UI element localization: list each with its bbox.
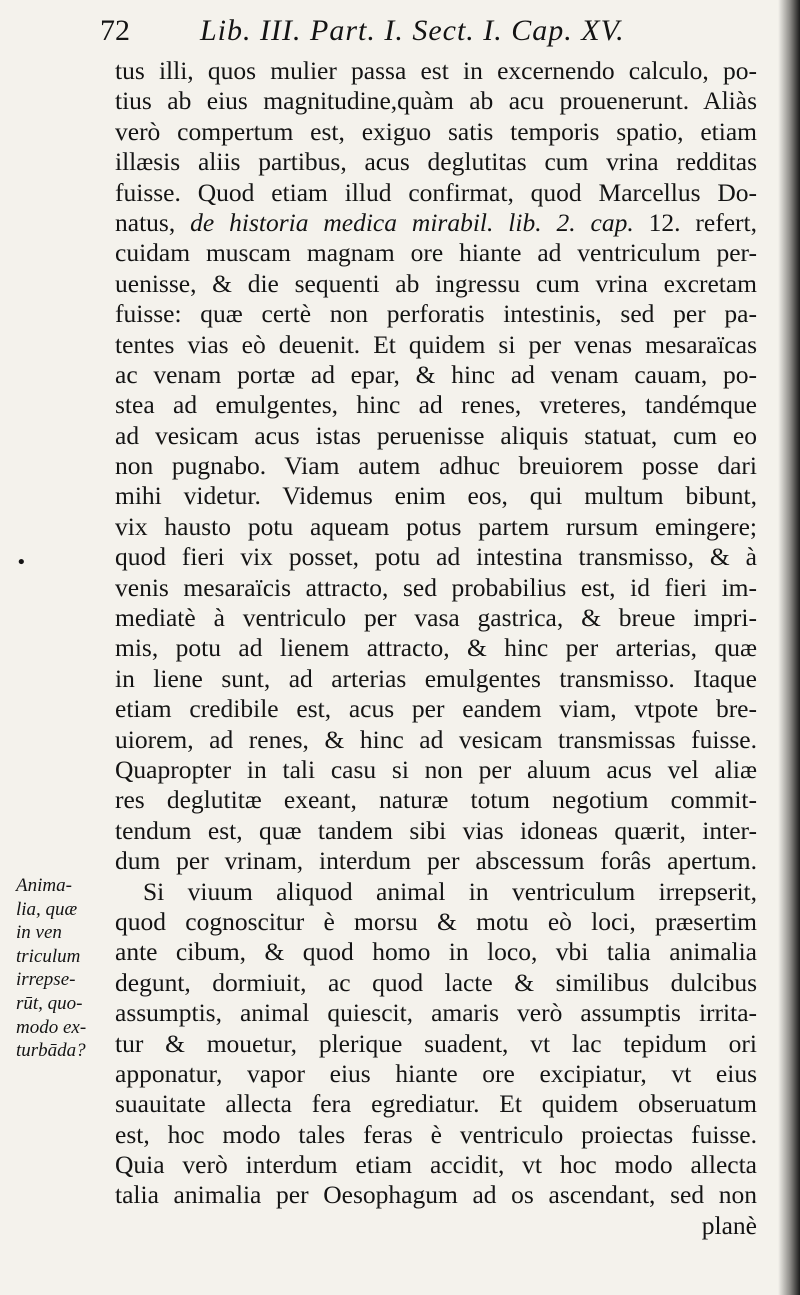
ink-speck: • [16,552,27,573]
text-segment: 12. refert, [633,207,757,237]
margin-note-line: triculum [16,945,81,967]
margin-note-line: Anima- [16,875,72,896]
text-line: fuisse: quæ certè non perforatis intestinis, sed per pa- [115,299,757,329]
text-line: quod cognoscitur è morsu & motu eò loci, præsertim [115,906,757,936]
text-line: assumptis, animal quiescit, amaris verò assumptis irrita- [115,998,757,1028]
text-line: illæsis aliis partibus, acus deglutitas cum vrina redditas [115,147,757,177]
margin-note-line: rūt, quo- [16,992,83,1014]
text-line: degunt, dormiuit, ac quod lacte & similibus dulcibus [115,967,757,997]
text-line: mihi videtur. Videmus enim eos, qui multum bibunt, [115,481,757,511]
text-line: mis, potu ad lienem attracto, & hinc per arterias, quæ [115,633,757,663]
text-line: mediatè à ventriculo per vasa gastrica, & breue impri- [115,603,757,633]
text-line: res deglutitæ exeant, naturæ totum negotium commit- [115,785,757,815]
text-line: tus illi, quos mulier passa est in excernendo calculo, po- [115,56,757,85]
text-line: suauitate allecta fera egrediatur. Et quidem obseruatum [115,1089,757,1119]
text-line: etiam credibile est, acus per eandem viam, vtpote bre- [115,694,757,724]
text-line: fuisse. Quod etiam illud confirmat, quod Marcellus Do- [115,177,757,207]
margin-note-line: lia, quæ [16,898,78,920]
text-line: est, hoc modo tales feras è ventriculo proiectas fuisse. [115,1119,757,1149]
margin-note-line: irrepse- [16,969,76,991]
text-line: Quia verò interdum etiam accidit, vt hoc modo allecta [115,1150,757,1180]
page-header [100,14,700,48]
text-line: cuidam muscam magnam ore hiante ad ventriculum per- [115,238,757,268]
text-line: quod fieri vix posset, potu ad intestina transmisso, & à [115,542,757,572]
margin-note-line: modo ex- [16,1016,87,1038]
text-line: tius ab eius magnitudine,quàm ab acu prouenerunt. Aliàs [115,86,757,116]
text-line: ad vesicam acus istas peruenisse aliquis statuat, cum eo [115,420,757,450]
running-head: Lib. III. Part. I. Sect. I. Cap. XV. [200,14,625,47]
text-line: ante cibum, & quod homo in loco, vbi talia animalia [115,937,757,967]
text-line: ac venam portæ ad epar, & hinc ad venam cauam, po- [115,359,757,389]
page-edge-shadow [778,0,800,1295]
text-line: venis mesaraïcis attracto, sed probabilius est, id fieri im- [115,572,757,602]
text-line: tur & mouetur, plerique suadent, vt lac tepidum ori [115,1028,757,1058]
text-line: verò compertum est, exiguo satis temporis spatio, etiam [115,116,757,146]
text-line: tendum est, quæ tandem sibi vias idoneas quærit, inter- [115,815,757,845]
body-text [115,56,757,1241]
text-line: tentes vias eò deuenit. Et quidem si per venas mesaraïcas [115,329,757,359]
paragraph-start-line: Si viuum aliquod animal in ventriculum irrepserit, [143,876,757,906]
text-line: stea ad emulgentes, hinc ad renes, vreteres, tandémque [115,390,757,420]
margin-note-line: turbāda? [16,1040,86,1062]
text-line: apponatur, vapor eius hiante ore excipiatur, vt eius [115,1058,757,1088]
page-number: 72 [100,14,130,47]
margin-note-line: in ven [16,922,62,944]
text-line: vix hausto potu aqueam potus partem rursum emingere; [115,511,757,541]
margin-note [16,874,116,1063]
text-line: non pugnabo. Viam autem adhuc breuiorem posse dari [115,451,757,481]
citation-italic: de historia medica mirabil. lib. 2. cap. [190,207,634,237]
text-line: uenisse, & die sequenti ab ingressu cum vrina excretam [115,268,757,298]
catchword: planè [701,1210,757,1240]
text-segment: natus, [115,207,191,237]
text-line: uiorem, ad renes, & hinc ad vesicam transmissas fuisse. [115,724,757,754]
text-line: talia animalia per Oesophagum ad os ascendant, sed non [115,1180,757,1210]
text-line-citation [115,208,757,238]
text-line: dum per vrinam, interdum per abscessum forâs apertum. [115,846,757,876]
text-line: in liene sunt, ad arterias emulgentes transmisso. Itaque [115,663,757,693]
text-line: Quapropter in tali casu si non per aluum acus vel aliæ [115,754,757,784]
